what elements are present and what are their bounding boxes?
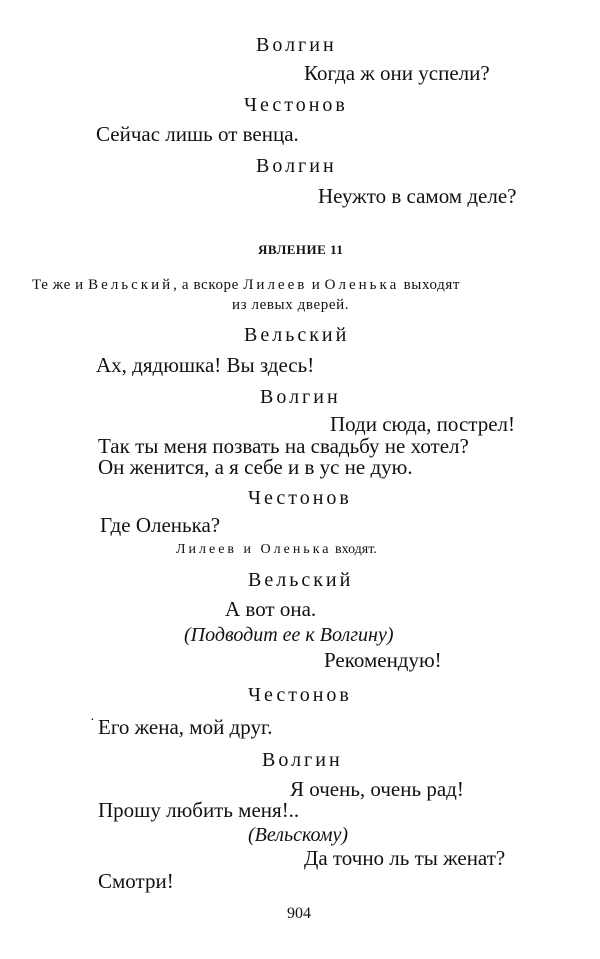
character-name-olenka: Оленька — [324, 277, 400, 293]
scene-description-line2: из левых дверей. — [232, 297, 350, 313]
verse-line: Да точно ль ты женат? — [304, 846, 506, 870]
speaker-volgin: Волгин — [256, 155, 337, 177]
verse-line: Где Оленька? — [100, 513, 221, 537]
stage-direction: (Подводит ее к Волгину) — [184, 624, 394, 646]
verse-line: Поди сюда, пострел! — [330, 412, 515, 436]
scene-desc-suffix: выходят — [399, 277, 461, 293]
verse-line: Сейчас лишь от венца. — [96, 122, 299, 146]
scene-title: ЯВЛЕНИЕ 11 — [258, 242, 344, 257]
scene-desc-and: и — [307, 277, 325, 293]
page-number: 904 — [287, 905, 311, 922]
verse-line: Рекомендую! — [324, 648, 442, 672]
character-name-velsky: Вельский — [88, 277, 174, 293]
stage-direction: (Вельскому) — [248, 824, 349, 846]
verse-line: Он женится, а я себе и в ус не дую. — [98, 455, 413, 479]
verse-line: Ах, дядюшка! Вы здесь! — [96, 353, 315, 377]
verse-line: Так ты меня позвать на свадьбу не хотел? — [98, 434, 469, 458]
speaker-chestonov: Честонов — [244, 94, 348, 116]
direction-verb: входят. — [331, 542, 377, 557]
verse-line: Я очень, очень рад! — [290, 777, 464, 801]
speaker-volgin: Волгин — [262, 749, 343, 771]
verse-line: Прошу любить меня!.. — [98, 798, 300, 822]
speaker-chestonov: Честонов — [248, 684, 352, 706]
direction-names: Лилеев и Оленька — [176, 542, 332, 557]
verse-line: Неужто в самом деле? — [318, 184, 517, 208]
speaker-volgin: Волгин — [256, 34, 337, 56]
verse-line: Смотри! — [98, 869, 174, 893]
verse-line: Его жена, мой друг. — [98, 715, 273, 739]
scene-description — [32, 278, 460, 293]
character-name-lileev: Лилеев — [243, 277, 308, 293]
stage-direction-entrance — [176, 543, 377, 557]
verse-line: А вот она. — [225, 597, 317, 621]
scene-desc-prefix: Те же и — [32, 277, 89, 293]
speaker-volgin: Волгин — [260, 386, 341, 408]
margin-mark: · — [90, 713, 95, 728]
speaker-chestonov: Честонов — [248, 487, 352, 509]
scene-desc-mid: , а вскоре — [173, 277, 244, 293]
speaker-velsky: Вельский — [244, 324, 350, 346]
verse-line: Когда ж они успели? — [304, 61, 490, 85]
speaker-velsky: Вельский — [248, 569, 354, 591]
